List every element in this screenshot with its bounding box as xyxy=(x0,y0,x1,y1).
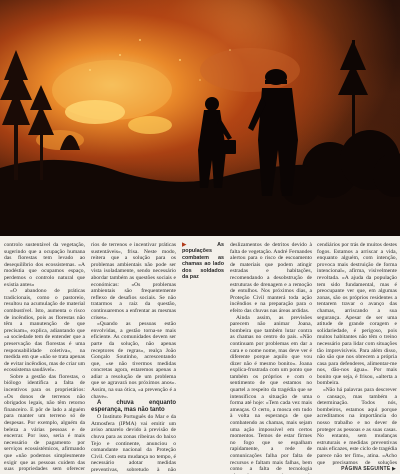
paragraph: cendiários por trás de muitos destes fogos. Estamos a arriscar a vida, enquanto alguém, com intenção, provoca mais destruição de forma intencional», afirma, visivelmente revoltada. «A ajuda da população tem sido fundamental, mas é preocupante ver que, em algumas zonas, são os próprios residentes a tentarem travar o avanço das chamas, arriscando a sua segurança. Apesar de ser uma atitude de grande coragem e solidariedade, é perigoso, pois muitos habitantes não têm o treino necessário para lidar com situações tão imprevisíveis. Para além disso, não são que nos obrecem a própria casa para defenderes, alimentar-me nos, dão-nos água». Por mais bonito que seja, é frisou, «alterta a bombeira. xyxy=(317,242,397,387)
paragraph: deslizamentos de detritos devido à falta de vegetação. André Fernandes alertou para o risco de escoamento de materiais que podem atingir estradas e habitações, recomendando a desobstrução de estruturas de drenagem e a remoção de entulhos. Nos próximos dias, a Proteção Civil manterá toda ação incêndios e na preparação para o efeito das chuvas nas áreas ardidas. xyxy=(230,242,312,314)
next-page-link[interactable] xyxy=(341,466,396,472)
paragraph: «Não há palavras para descrever o cansaço, mas também a determinação. Todos nós, bombeiros, estamos aqui porque acreditamos na importância do nosso trabalho e no dever de proteger as pessoas e as suas casas. No entanto, sem mudanças estruturais e medidas preventivas mais eficazes, este ciclo de tragédia parece não ter fim», atina. «Acho que precisamos de soluções xyxy=(317,387,397,466)
photo-caption xyxy=(182,242,224,302)
section-subhead: A chuva enquanto esperança, mas não tanto xyxy=(91,400,176,414)
caption-text: As populações combatem as chamas ao lado dos soldados da paz xyxy=(182,242,224,281)
wildfire-scene-icon xyxy=(0,0,400,236)
paragraph: controlo sustentável da vegetação, sugerindo que a ocupação humana das florestas tem levado ao desequilíbrio dos ecossistemas. «A modéstia que ocupamos espaço, perdemos o controlo natural que existia antes» xyxy=(4,242,85,288)
paragraph: Ainda assim, as previsões parecem não animar Joana, bombeira que também lutar contra as chamas no centro do país. «Não continuam por problemas em dar a cara e o nome nome, mas deve ver é diferente porque aquilo que vou dizer não é mesmo bonito». Joana explica-frustrada com um ponto que também os próprios e com o sentimento de que estamos no quartel a respeito da tragédia que se intensificou a situação de uma forma até hoje: «Tem cada vez mais ameaças. O certo, a mosca em tudo à volta na esperança de que combatendo as chamas, mais sejam uma ação impossível em certos momentos. Temos de estar firmes no fogo que se espalham rapidamente, a rede de comunicações falha por falta de recursos e faltam mais falhas, bem como a falta de tecnologia xyxy=(230,314,312,473)
paragraph: Sobre a gestão das florestas, o biólogo identifica a falta de incentivos para os proprietários: «Os donos de terrenos não obrigados legais, não têm retorno financeiro. E pôr de lado a alguém para manter um terreno só de despesas. Por exemplo, alguém da beleza a várias pessoas e de encerrar. Por isso, seria é mais necessário de pagamento por serviços ecossistémicos, afirmando que «não podemos simplesmente exigir que as pessoas cuidem das suas propriedades sem oferecer xyxy=(4,373,85,473)
right-arrow-icon: ▶ xyxy=(391,466,396,472)
article-column-1 xyxy=(4,242,85,474)
person-with-bucket-silhouette-icon xyxy=(198,97,236,188)
paragraph: «O abandono de práticas tradicionais, como o pastoreio, resultou na acumulação de material combustível. Isto, aumenta o risco de incêndios, pois as florestas não têm a manutenção de que precisam», explica, adiantando que «a sociedade tem de entender que a preservação das florestas é uma responsabilidade coletiva», na medida em que «não se trata apenas de evitar incêndios, mas de criar um ecossistema saudável». xyxy=(4,288,85,374)
article-column-2 xyxy=(91,242,176,474)
article-column-4 xyxy=(317,242,397,466)
next-page-label: PÁGINA SEGUINTE xyxy=(341,466,391,472)
paragraph: rios de terrenos e incentivar práticas sustentáveis», frisa. Neste modo, reitera que a solução para os problemas ambientais não pode ser vista isoladamente, sendo necessário abordar também as questões sociais e económicas: «Os problemas ambientais são frequentemente reflexo de desafios sociais. Se não tratarmos a raiz da questão, continuaremos a enfrentar as mesmas crises». xyxy=(91,242,176,321)
caption-arrow-icon: ▶ xyxy=(182,242,201,248)
paragraph: O Instituto Português do Mar e da Atmosfera (IPMA) vai emitir um aviso amarelo devido à previsão de chuva para as zonas ribeiras do baixo Tejo e continente, anunciou o comandante nacional da Proteção Civil. Com esta mudança no tempo, é necessário adotar medidas preventivas, sobretudo à não xyxy=(91,414,176,473)
paragraph: «Quando as pessoas estão envolvidas, a gestão torna-se mais eficiente. As comunidades devem ser parte da solução, não apenas receptores de regras», realça João Gonçalo Soutinho, acrescentando que, «se não tivermos medidas concretas agora, estaremos apenas a adiar a resolução de um problema que se agravará nos próximos anos». Assim, na sua ótica, «a prevenção é a chave». xyxy=(91,321,176,400)
wildfire-photo xyxy=(0,0,400,236)
article-column-3 xyxy=(230,242,312,474)
